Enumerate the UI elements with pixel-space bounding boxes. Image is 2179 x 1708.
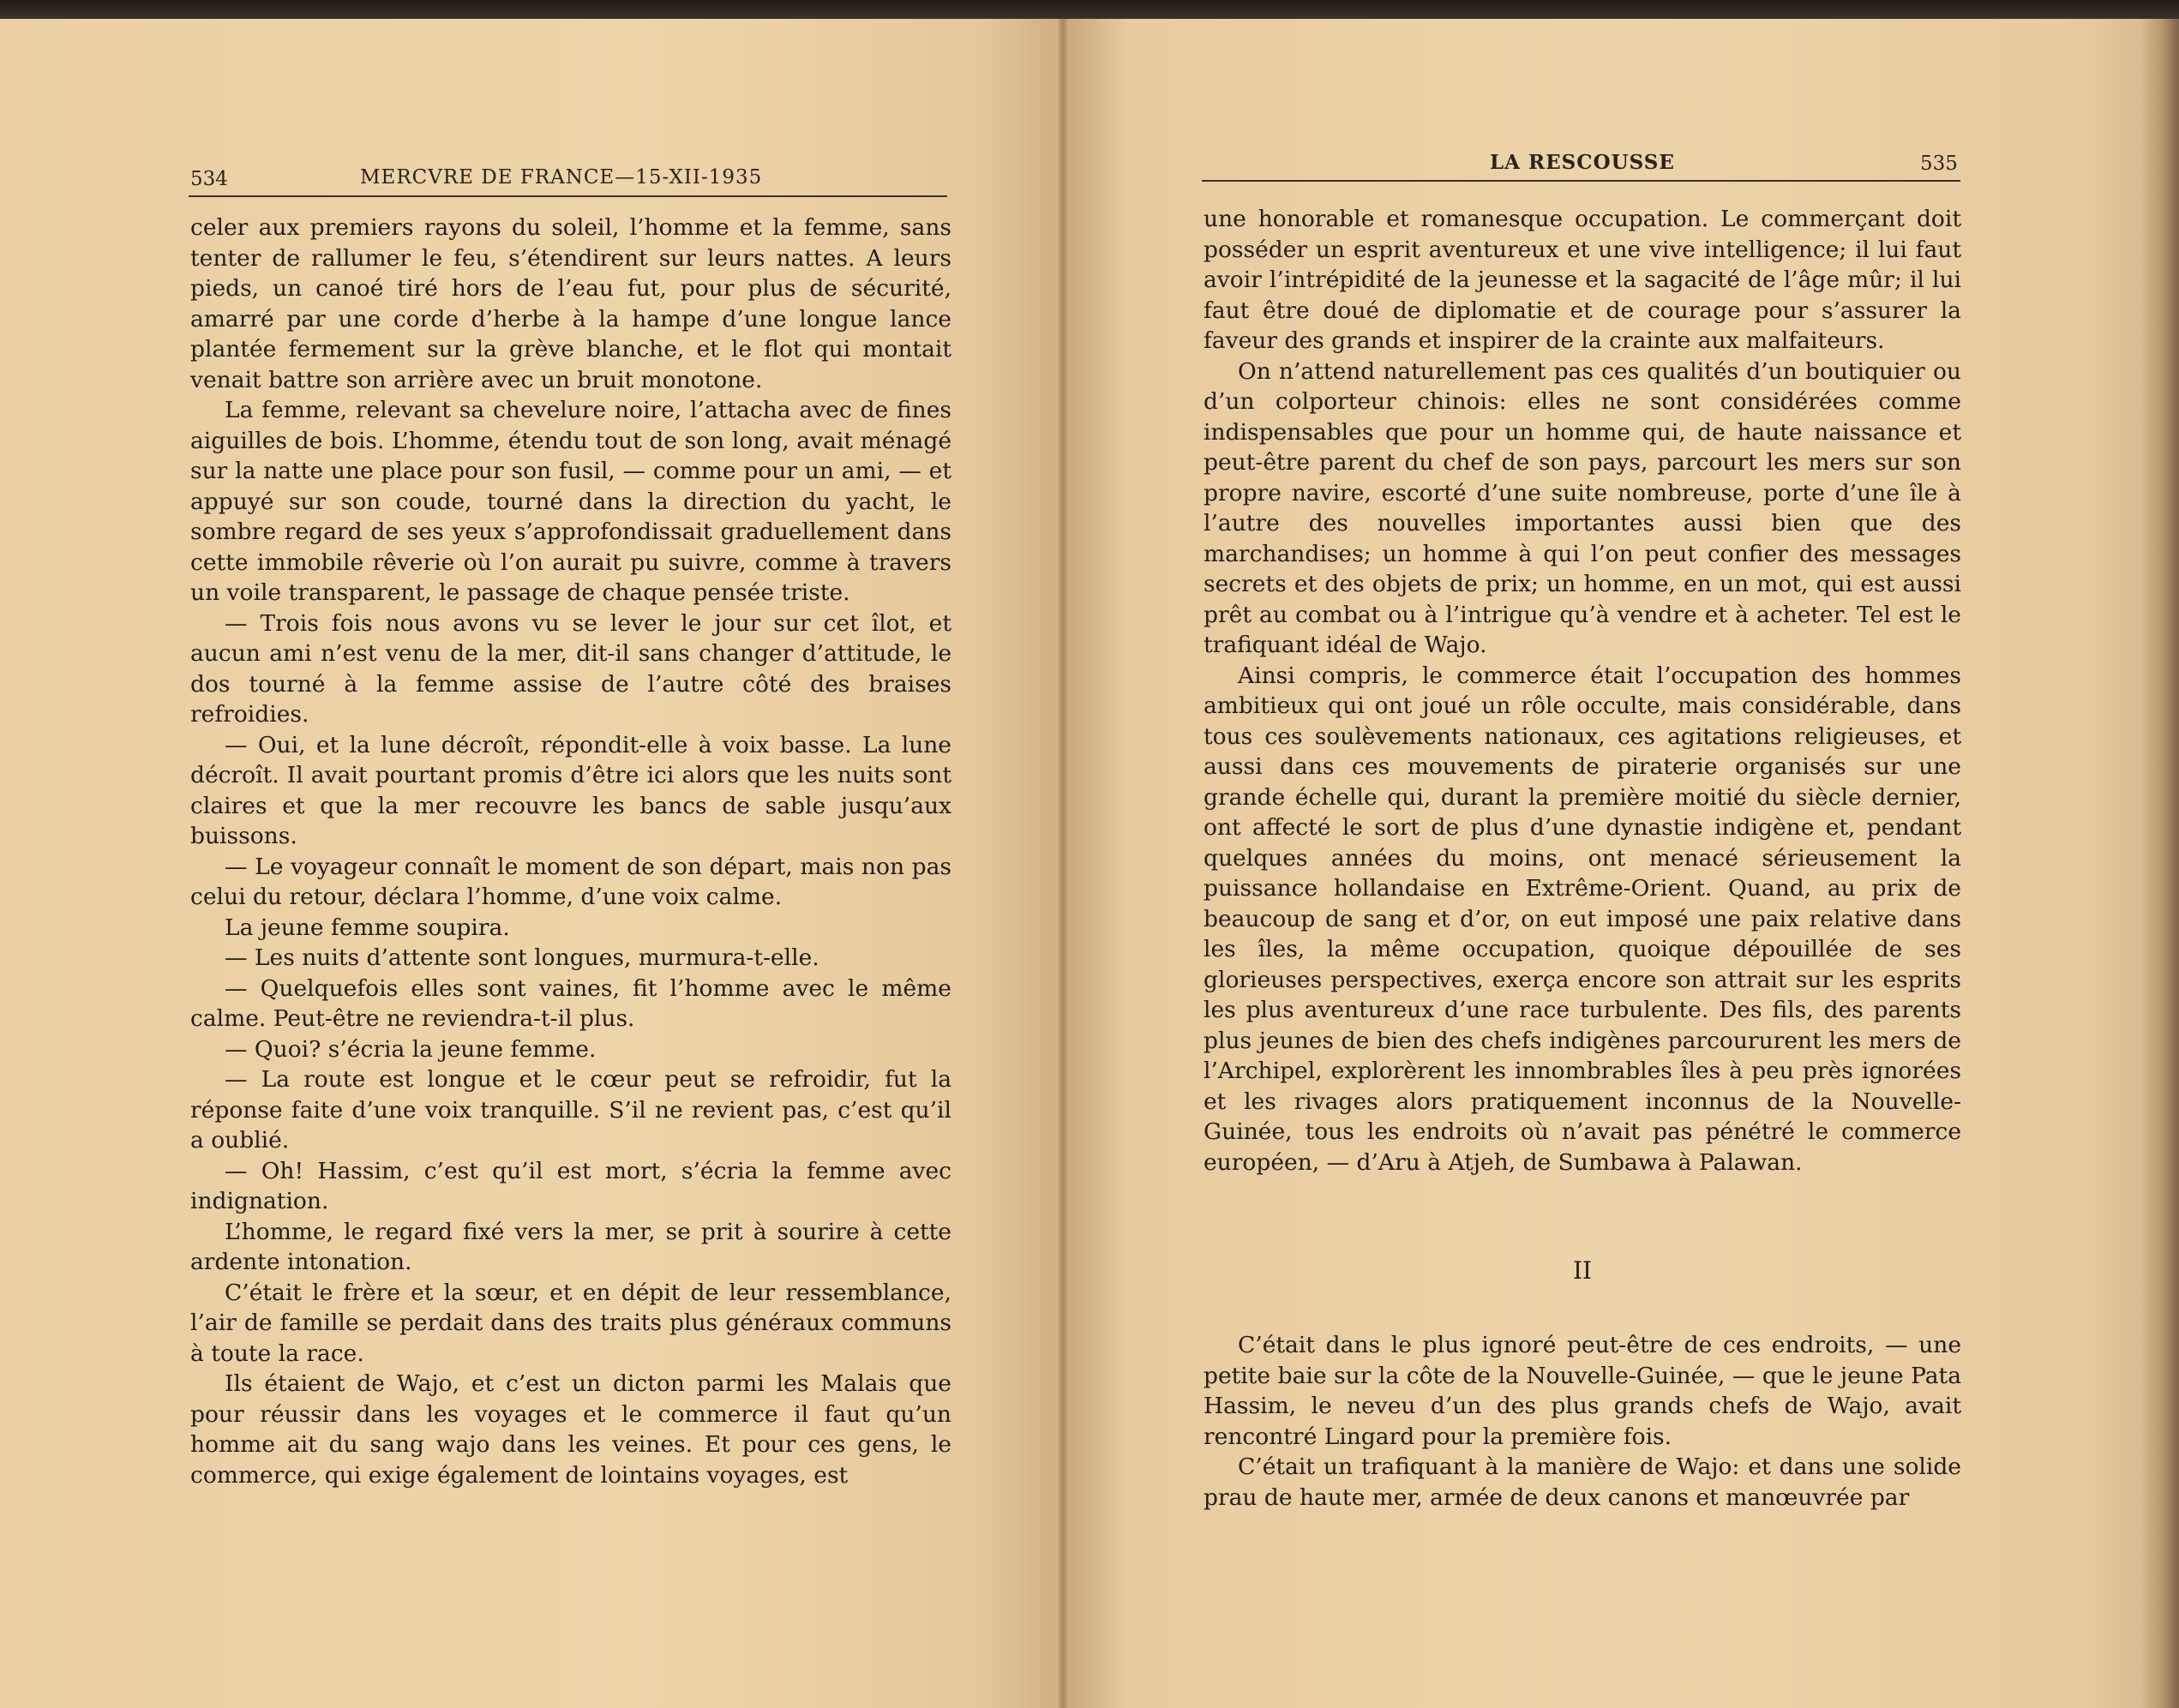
left-paragraph-7: — Les nuits d’attente sont longues, murmura-t-elle. — [225, 944, 819, 971]
left-paragraph-8: — Quelquefois elles sont vaines, fit l’homme avec le même calme. Peut-être ne reviendra-t-il plus. — [190, 974, 951, 1032]
left-text-column — [190, 213, 951, 1490]
left-paragraph-14: Ils étaient de Wajo, et c’est un dicton parmi les Malais que pour réussir dans les voyages et le commerce il faut qu’un homme ait du sang wajo dans les veines. Et pour ces gens, le commerce, qui exige également de lointains voyages, est — [190, 1370, 951, 1489]
left-paragraph-2: La femme, relevant sa chevelure noire, l’attacha avec de fines aiguilles de bois. L’homme, étendu tout de son long, avait ménagé sur la natte une place pour son fusil, — comme pour un ami, — et appuyé sur son coude, tourné dans la direction du yacht, le sombre regard de ses yeux s’approfondissait graduellement dans cette immobile rêverie où l’on aurait pu suivre, comme à travers un voile transparent, le passage de chaque pensée triste. — [190, 397, 951, 606]
right-header-rule — [1202, 180, 1960, 182]
left-running-head: MERCVRE DE FRANCE—15-XII-1935 — [360, 166, 763, 189]
left-paragraph-6: La jeune femme soupira. — [225, 914, 510, 941]
book-gutter — [1056, 19, 1070, 1708]
left-paragraph-12: L’homme, le regard fixé vers la mer, se prit à sourire à cette ardente intonation. — [190, 1218, 951, 1275]
right-paragraph-5: C’était un trafiquant à la manière de Wajo: et dans une solide prau de haute mer, armée de deux canons et manœuvrée par — [1204, 1453, 1961, 1511]
left-paragraph-3: — Trois fois nous avons vu se lever le jour sur cet îlot, et aucun ami n’est venu de la mer, dit-il sans changer d’attitude, le dos tourné à la femme assise de l’autre côté des braises refroidies. — [190, 609, 951, 728]
right-paragraph-3: Ainsi compris, le commerce était l’occupation des hommes ambitieux qui ont joué un rôle occulte, mais considérable, dans tous ces soulèvements nationaux, ces agitations religieuses, et aussi dans ces mouvements de piraterie organisés sur une grande échelle qui, durant la première moitié du siècle dernier, ont affecté le sort de plus d’une dynastie indigène et, pendant quelques années du moins, ont menacé sérieusement la puissance hollandaise en Extrême-Orient. Quand, au prix de beaucoup de sang et d’or, on eut imposé une paix relative dans les îles, la même occupation, quoique dépouillée de ses glorieuses perspectives, exerça encore son attrait sur les esprits les plus aventureux d’une race turbulente. Des fils, des parents plus jeunes de bien des chefs indigènes parcoururent les mers de l’Archipel, explorèrent les innombrables îles à peu près ignorées et les rivages alors pratiquement inconnus de la Nouvelle-Guinée, tous les endroits où n’avait pas pénétré le commerce européen, — d’Aru à Atjeh, de Sumbawa à Palawan. — [1204, 662, 1961, 1176]
left-paragraph-4: — Oui, et la lune décroît, répondit-elle à voix basse. La lune décroît. Il avait pourtant promis d’être ici alors que les nuits sont claires et que la mer recouvre les bancs de sable jusqu’aux buissons. — [190, 731, 951, 849]
right-text-column-lower — [1204, 1330, 1961, 1513]
left-header-rule — [189, 195, 947, 197]
left-page-number: 534 — [190, 168, 228, 190]
section-number: II — [1572, 1256, 1593, 1285]
left-paragraph-11: — Oh! Hassim, c’est qu’il est mort, s’écria la femme avec indignation. — [190, 1157, 951, 1214]
left-paragraph-5: — Le voyageur connaît le moment de son départ, mais non pas celui du retour, déclara l’homme, d’une voix calme. — [190, 853, 951, 910]
right-text-column-upper — [1204, 204, 1961, 1178]
page-edge-shadow — [2143, 19, 2179, 1708]
left-paragraph-1: celer aux premiers rayons du soleil, l’homme et la femme, sans tenter de rallumer le feu, s’étendirent sur leurs nattes. A leurs pieds, un canoé tiré hors de l’eau fut, pour plus de sécurité, amarré par une corde d’herbe à la hampe d’une longue lance plantée fermement sur la grève blanche, et le flot qui montait venait battre son arrière avec un bruit monotone. — [190, 214, 951, 393]
left-paragraph-13: C’était le frère et la sœur, et en dépit de leur ressemblance, l’air de famille se perdait dans des traits plus généraux communs à toute la race. — [190, 1279, 951, 1367]
right-running-head: LA RESCOUSSE — [1490, 151, 1675, 174]
left-paragraph-9: — Quoi? s’écria la jeune femme. — [225, 1035, 597, 1063]
left-paragraph-10: — La route est longue et le cœur peut se refroidir, fut la réponse faite d’une voix tranquille. S’il ne revient pas, c’est qu’il a oublié. — [190, 1066, 951, 1154]
right-page-number: 535 — [1920, 153, 1958, 175]
right-paragraph-4: C’était dans le plus ignoré peut-être de ces endroits, — une petite baie sur la côte de la Nouvelle-Guinée, — que le jeune Pata Hassim, le neveu d’un des plus grands chefs de Wajo, avait rencontré Lingard pour la première fois. — [1204, 1332, 1961, 1450]
right-paragraph-1: une honorable et romanesque occupation. Le commerçant doit posséder un esprit aventureux et une vive intelligence; il lui faut avoir l’intrépidité de la jeunesse et la sagacité de l’âge mûr; il lui faut être doué de diplomatie et de courage pour s’assurer la faveur des grands et inspirer de la crainte aux malfaiteurs. — [1204, 206, 1961, 354]
scan-top-edge — [0, 0, 2179, 19]
right-paragraph-2: On n’attend naturellement pas ces qualités d’un boutiquier ou d’un colporteur chinois: elles ne sont considérées comme indispensables que pour un homme qui, de haute naissance et peut-être parent du chef de son pays, parcourt les mers sur son propre navire, escorté d’une suite nombreuse, porte d’une île à l’autre des nouvelles importantes aussi bien que des marchandises; un homme à qui l’on peut confier des messages secrets et des objets de prix; un homme, en un mot, qui est aussi prêt au combat ou à l’intrigue qu’à vendre et à acheter. Tel est le trafiquant idéal de Wajo. — [1204, 357, 1961, 658]
